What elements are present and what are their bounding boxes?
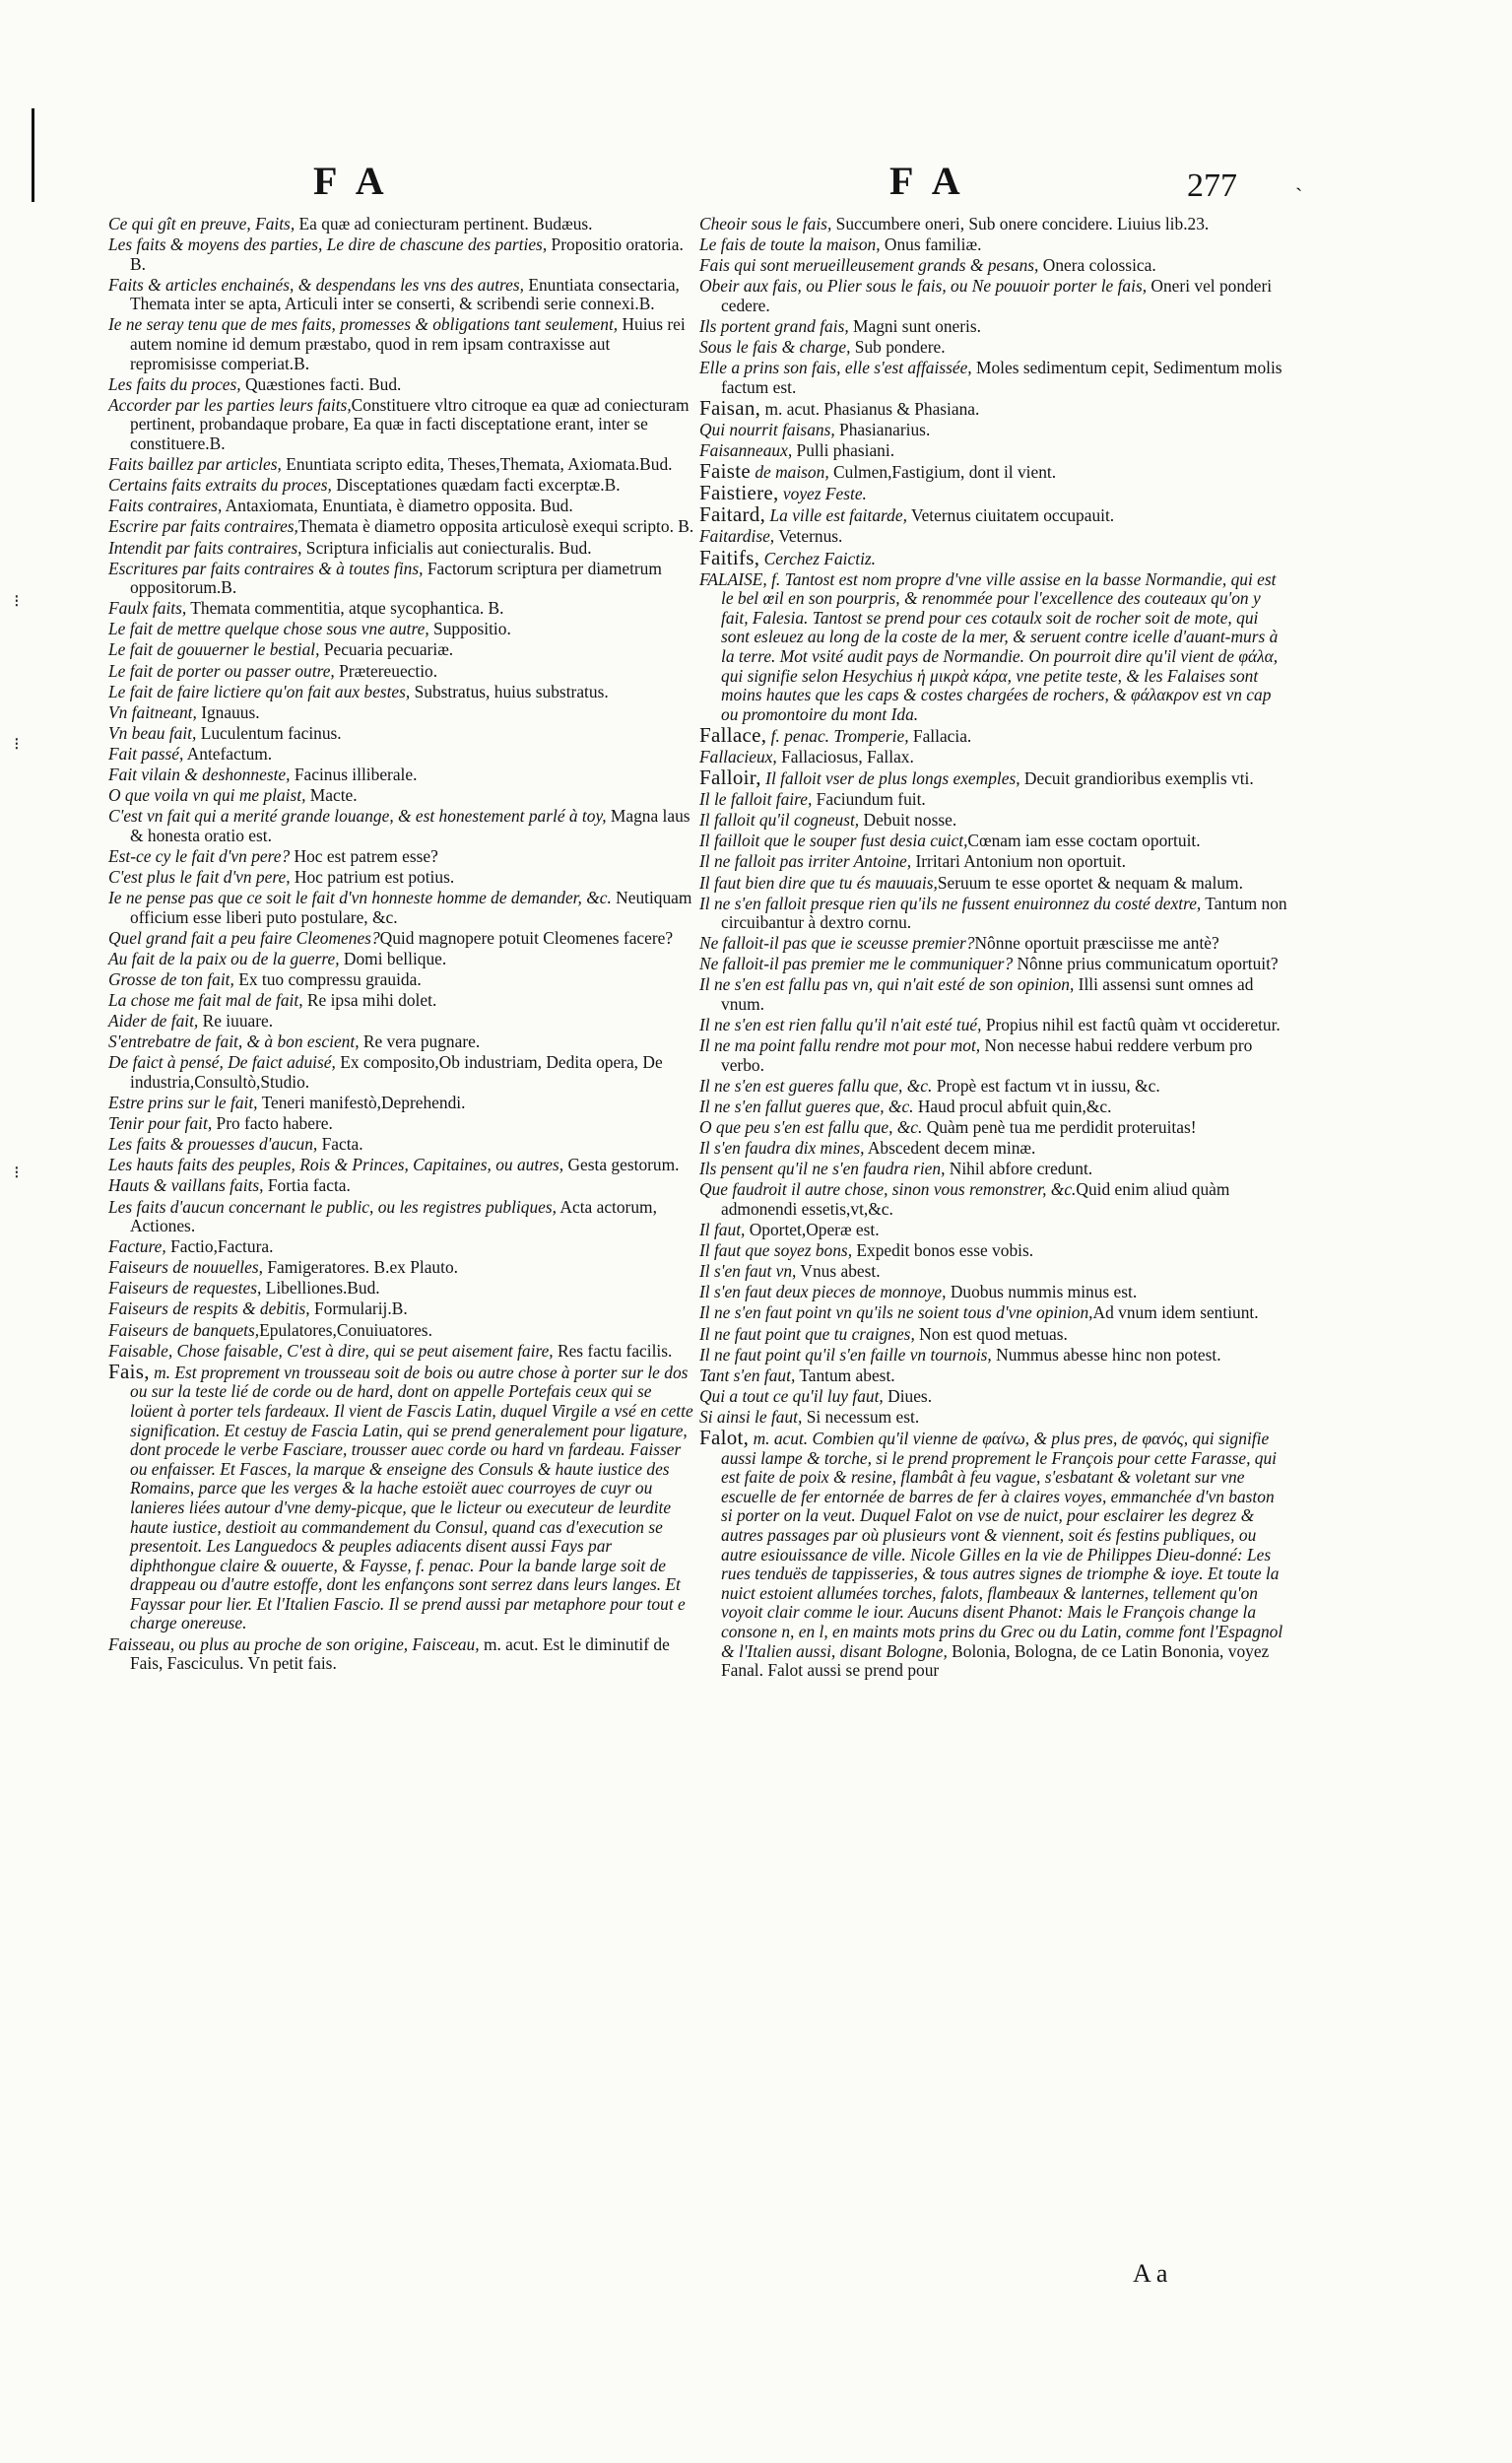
dictionary-entry — [108, 620, 697, 639]
entry-latin: Pro facto habere. — [212, 1113, 333, 1134]
right-column — [699, 215, 1288, 1682]
entry-latin: Factio,Factura. — [165, 1236, 274, 1257]
entry-latin: Pulli phasiani. — [792, 440, 895, 461]
dictionary-entry — [108, 1156, 697, 1175]
entry-french: Ils pensent qu'il ne s'en faudra rien, — [699, 1159, 946, 1179]
dictionary-entry — [108, 455, 697, 475]
dictionary-entry — [699, 1180, 1288, 1219]
entry-latin: Duobus nummis minus est. — [946, 1282, 1138, 1302]
entry-french: Aider de fait, — [108, 1011, 199, 1032]
entry-latin: Oportet,Operæ est. — [745, 1220, 880, 1240]
entry-french: Le fait de faire lictiere qu'on fait aux bestes, — [108, 681, 411, 701]
dictionary-entry — [699, 1077, 1288, 1097]
dictionary-entry — [108, 1114, 697, 1134]
dictionary-entry — [699, 1016, 1288, 1035]
entry-french: Il ne faut point que tu craignes, — [699, 1323, 915, 1344]
dictionary-entry — [108, 868, 697, 888]
entry-french: Il ne s'en est gueres fallu que, &c. — [699, 1075, 933, 1096]
right-running-head: F A — [889, 159, 966, 203]
dictionary-entry — [108, 1342, 697, 1362]
entry-latin: Quid enim aliud quàm admonendi essetis,vt,&c. — [721, 1179, 1230, 1219]
entry-french: S'entrebatre de fait, & à bon escient, — [108, 1032, 360, 1052]
entry-latin: Libelliones.Bud. — [261, 1278, 380, 1298]
entry-latin: Pecuaria pecuariæ. — [319, 639, 454, 660]
dictionary-entry — [699, 359, 1288, 397]
dictionary-entry — [108, 1012, 697, 1032]
entry-latin: Tantum abest. — [795, 1365, 895, 1385]
dictionary-entry — [699, 1426, 1288, 1681]
entry-french: Le fait de porter ou passer outre, — [108, 660, 335, 681]
dictionary-entry — [108, 1258, 697, 1278]
entry-latin: Quàm penè tua me perdidit proteruitas! — [922, 1117, 1197, 1138]
dictionary-entry — [108, 560, 697, 598]
dictionary-entry — [108, 950, 697, 969]
entry-french: m. acut. Combien qu'il vienne de φαίνω, & plus pres, de φανός, qui signifie aussi lampe & torche, si le prend proprement le François pour cette Farasse, qui est faite de poix & resine, flambât à feu vague, s'esbatant & voletant sur vne escuelle de fer entornée de barres de fer à claires voyes, emmanchée d'vn baston si porter on la veut. Duquel Falot on vse de nuict, pour esclairer les degrez & autres passages par où plusieurs vont & viennent, soit és festins publiques, ou autre esiouissance de ville. Nicole Gilles en la vie de Philippes Dieu-donné: Les rues tenduës de tappisseries, & tous autres signes de triomphe & ioye. Et toute la nuict estoient allumées torches, falots, flambeaux & lanternes, tellement qu'on voyoit clair comme le iour. Aucuns disent Phanot: Mais le François change la consone n, en l, en maints mots prins du Grec ou du Latin, comme font l'Espagnol & l'Italien aussi, disant Bologne, — [721, 1429, 1283, 1661]
entry-latin: Nônne prius communicatum oportuit? — [1013, 954, 1279, 974]
dictionary-entry — [108, 539, 697, 559]
dictionary-entry — [108, 1279, 697, 1298]
entry-latin: Quæstiones facti. Bud. — [240, 373, 402, 394]
entry-french: Ie ne pense pas que ce soit le fait d'vn honneste homme de demander, &c. — [108, 888, 612, 908]
entry-french: Il falloit vser de plus longs exemples, — [760, 768, 1020, 789]
entry-latin: Oneri vel ponderi cedere. — [721, 276, 1273, 315]
dictionary-entry — [699, 768, 1288, 789]
entry-latin: Scriptura inficialis aut coniecturalis. Bud. — [301, 537, 592, 558]
entry-latin: Ex composito,Ob industriam, Dedita opera, De industria,Consultò,Studio. — [130, 1052, 663, 1092]
margin-mark: ⁝ — [14, 591, 20, 612]
dictionary-entry — [699, 1139, 1288, 1159]
entry-latin: Re vera pugnare. — [359, 1032, 481, 1052]
dictionary-entry — [699, 955, 1288, 974]
entry-french: Ie ne seray tenu que de mes faits, promesses & obligations tant seulement, — [108, 314, 619, 335]
entry-latin: Ea quæ ad coniecturam pertinent. Budæus. — [295, 214, 593, 233]
entry-french: Il le falloit faire, — [699, 789, 813, 810]
dictionary-entry — [699, 895, 1288, 933]
entry-latin: Faciundum fuit. — [812, 789, 926, 810]
dictionary-entry — [108, 745, 697, 765]
entry-latin: Formularij.B. — [309, 1298, 408, 1319]
entry-french: Ce qui gît en preuve, Faits, — [108, 214, 296, 233]
entry-latin: Hoc patrium est potius. — [290, 867, 455, 887]
entry-latin: Facinus illiberale. — [290, 765, 418, 785]
entry-latin: Ad vnum idem sentiunt. — [1092, 1302, 1259, 1323]
entry-french: voyez Feste. — [778, 484, 867, 504]
page-number: 277 — [1187, 167, 1237, 204]
entry-latin: Factorum scriptura per diametrum oppositorum.B. — [130, 558, 662, 598]
entry-latin: Diues. — [883, 1385, 933, 1406]
dictionary-entry — [699, 1283, 1288, 1302]
dictionary-entry — [108, 235, 697, 274]
dictionary-entry — [108, 1359, 697, 1633]
entry-french: Les faits du proces, — [108, 373, 241, 394]
entry-latin: Illi assensi sunt omnes ad vnum. — [721, 974, 1254, 1015]
entry-french: Fait passé, — [108, 743, 184, 764]
entry-latin: Antefactum. — [183, 743, 273, 764]
entry-latin: Acta actorum, Actiones. — [130, 1196, 657, 1236]
entry-latin: Non est quod metuas. — [914, 1323, 1068, 1344]
entry-latin: Culmen,Fastigium, dont il vient. — [828, 462, 1057, 483]
entry-latin: Hoc est patrem esse? — [290, 845, 438, 866]
entry-latin: Huius rei autem nomine id demum præstabo, quod in rem ipsam contraxisse aut repromisisse comperiat.B. — [130, 314, 686, 373]
dictionary-entry — [699, 1346, 1288, 1365]
entry-latin: Re iuuare. — [198, 1011, 274, 1032]
entry-latin: Veternus. — [774, 526, 843, 547]
entry-latin: Vnus abest. — [796, 1261, 881, 1282]
dictionary-entry — [108, 1299, 697, 1319]
entry-french: Ils portent grand fais, — [699, 315, 849, 336]
entry-french: Il ne s'en fallut gueres que, &c. — [699, 1097, 914, 1117]
entry-latin: Cœnam iam esse coctam oportuit. — [967, 831, 1201, 851]
entry-latin: Onera colossica. — [1038, 255, 1156, 276]
entry-french: Intendit par faits contraires, — [108, 537, 302, 558]
left-running-head: F A — [313, 159, 390, 203]
entry-french: Elle a prins son fais, elle s'est affaissée, — [699, 358, 972, 378]
entry-latin: m. acut. Est le diminutif de Fais, Fasciculus. Vn petit fais. — [130, 1633, 670, 1674]
entry-latin: Debuit nosse. — [859, 810, 957, 831]
entry-headword: Faistiere, — [699, 481, 779, 505]
entry-french: Il falloit qu'il cogneust, — [699, 810, 860, 831]
entry-french: Faisanneaux, — [699, 440, 793, 461]
dictionary-entry — [699, 722, 1288, 747]
entry-latin: Fortia facta. — [263, 1175, 351, 1196]
entry-latin: Haud procul abfuit quin,&c. — [913, 1097, 1112, 1117]
catchword: A a — [1133, 2259, 1168, 2288]
dictionary-entry — [108, 215, 697, 234]
entry-french: Il ne s'en falloit presque rien qu'ils ne fussent enuironnez du costé dextre, — [699, 893, 1202, 913]
entry-french: Quel grand fait a peu faire Cleomenes? — [108, 927, 380, 948]
dictionary-entry — [699, 748, 1288, 767]
entry-french: Hauts & vaillans faits, — [108, 1175, 264, 1196]
entry-french: Faiseurs de respits & debitis, — [108, 1298, 310, 1319]
entry-french: Le fais de toute la maison, — [699, 234, 881, 255]
entry-french: Tenir pour fait, — [108, 1113, 213, 1134]
dictionary-entry — [699, 1241, 1288, 1261]
entry-french: Accorder par les parties leurs faits, — [108, 394, 352, 415]
dictionary-entry — [108, 991, 697, 1011]
dictionary-entry — [108, 497, 697, 516]
dictionary-entry — [699, 790, 1288, 810]
entry-french: Fais qui sont merueilleusement grands & pesans, — [699, 255, 1039, 276]
entry-french: Grosse de ton fait, — [108, 968, 234, 989]
entry-latin: Epulatores,Conuiuatores. — [259, 1319, 432, 1340]
entry-french: Il failloit que le souper fust desia cuict, — [699, 831, 968, 851]
margin-rule — [32, 108, 34, 202]
dictionary-entry — [699, 527, 1288, 547]
entry-french: Il ne falloit pas irriter Antoine, — [699, 851, 912, 872]
entry-latin: Propè est factum vt in iussu, &c. — [932, 1075, 1160, 1096]
dictionary-entry — [108, 517, 697, 537]
entry-headword: Faisan, — [699, 395, 761, 420]
entry-french: Faitardise, — [699, 526, 775, 547]
entry-french: Certains faits extraits du proces, — [108, 475, 332, 496]
dictionary-entry — [108, 889, 697, 927]
entry-latin: Re ipsa mihi dolet. — [302, 990, 437, 1011]
entry-latin: Antaxiomata, Enuntiata, è diametro opposita. Bud. — [222, 496, 573, 516]
dictionary-entry — [699, 277, 1288, 315]
entry-latin: Res factu facilis. — [553, 1340, 673, 1361]
dictionary-entry — [108, 1094, 697, 1113]
entry-latin: Bolonia, Bologna, de ce Latin Bononia, voyez Fanal. Falot aussi se prend pour — [721, 1640, 1270, 1681]
entry-latin: Facta. — [317, 1134, 363, 1155]
dictionary-entry — [108, 276, 697, 314]
dictionary-entry — [108, 476, 697, 496]
entry-french: Faulx faits, — [108, 598, 187, 619]
entry-french: Le fait de mettre quelque chose sous vne autre, — [108, 619, 429, 639]
entry-latin: Si necessum est. — [802, 1406, 920, 1427]
entry-french: f. penac. Tromperie, — [766, 725, 909, 746]
dictionary-entry — [699, 874, 1288, 894]
dictionary-entry — [108, 1198, 697, 1236]
entry-french: Faits contraires, — [108, 496, 223, 516]
entry-latin: Neutiquam officium esse liberi puto postulare, &c. — [130, 888, 692, 927]
entry-french: Faisseau, ou plus au proche de son origine, Faisceau, — [108, 1633, 480, 1654]
dictionary-entry — [699, 852, 1288, 872]
entry-french: Il ne s'en est fallu pas vn, qui n'ait esté de son opinion, — [699, 974, 1075, 995]
dictionary-entry — [699, 1160, 1288, 1179]
entry-french: Facture, — [108, 1236, 166, 1257]
entry-french: Faiseurs de nouuelles, — [108, 1257, 263, 1278]
dictionary-entry — [108, 662, 697, 682]
entry-latin: m. acut. Phasianus & Phasiana. — [760, 398, 980, 419]
entry-french: Ne falloit-il pas premier me le communiquer? — [699, 954, 1014, 974]
dictionary-entry — [108, 724, 697, 744]
dictionary-entry — [699, 1408, 1288, 1428]
entry-latin: Prætereuectio. — [334, 660, 438, 681]
entry-latin: Luculentum facinus. — [196, 722, 342, 743]
entry-headword: Falloir, — [699, 766, 761, 790]
entry-french: Faiseurs de banquets, — [108, 1319, 260, 1340]
entry-latin: Enuntiata scripto edita, Theses,Themata, Axiomata.Bud. — [281, 454, 673, 475]
entry-latin: Famigeratores. B.ex Plauto. — [262, 1257, 459, 1278]
dictionary-entry — [108, 375, 697, 395]
entry-french: Il s'en faudra dix mines, — [699, 1138, 865, 1159]
entry-french: Il faut que soyez bons, — [699, 1240, 853, 1261]
entry-french: Le fait de gouuerner le bestial, — [108, 639, 320, 660]
entry-french: C'est plus le fait d'vn pere, — [108, 867, 291, 887]
entry-latin: Gesta gestorum. — [563, 1155, 680, 1175]
entry-latin: Constituere vltro citroque ea quæ ad coniecturam pertinent, probandaque probare, Ea quæ in facti disceptatione erant, inter se constituere.B. — [130, 394, 690, 454]
dictionary-entry — [108, 766, 697, 785]
entry-french: Il ne ma point fallu rendre mot pour mot, — [699, 1035, 981, 1056]
entry-latin: Domi bellique. — [339, 948, 447, 968]
dictionary-entry — [699, 811, 1288, 831]
entry-latin: Abscedent decem minæ. — [864, 1138, 1036, 1159]
entry-french: Fallacieux, — [699, 746, 777, 766]
dictionary-entry — [699, 1118, 1288, 1138]
entry-latin: Themata commentitia, atque sycophantica. B. — [186, 598, 504, 619]
entry-latin: Magna laus & honesta oratio est. — [130, 806, 690, 845]
entry-french: Escritures par faits contraires & à toutes fins, — [108, 558, 424, 578]
entry-french: de maison, — [750, 462, 829, 483]
entry-french: Il s'en faut vn, — [699, 1261, 797, 1282]
entry-latin: Nihil abfore credunt. — [945, 1159, 1093, 1179]
entry-french: Vn faitneant, — [108, 701, 197, 722]
entry-french: FALAISE, f. Tantost est nom propre d'vne ville assise en la basse Normandie, qui est le bel œil en son pourpris, & renommée pour l'excellence des couteaux qu'on y fait, Falesia. Tantost se prend pour ces cotaulx soit de rocher soit de mote, qui sont esleuez au long de la coste de la mer, & seruent contre icelle d'auant-murs à la terre. Mot vsité audit pays de Normandie. On pourroit dire qu'il vient de φάλα, qui signifie selon Hesychius ἡ μικρὰ κάρα, vne petite teste, & les Falaises sont moins hautes que les caps & costes chargées de rochers, & φάλακρον est vn cap ou promontoire du mont Ida. — [699, 568, 1279, 724]
entry-french: O que peu s'en est fallu que, &c. — [699, 1117, 923, 1138]
dictionary-entry — [699, 235, 1288, 255]
dictionary-entry — [699, 1387, 1288, 1407]
dictionary-entry — [699, 1098, 1288, 1117]
dictionary-entry — [699, 317, 1288, 337]
dictionary-entry — [699, 1325, 1288, 1345]
entry-latin: Onus familiæ. — [880, 234, 982, 255]
entry-french: Fait vilain & deshonneste, — [108, 765, 291, 785]
entry-latin: Nummus abesse hinc non potest. — [991, 1344, 1221, 1365]
entry-latin: Nônne oportuit præsciisse me antè? — [974, 933, 1219, 954]
entry-french: Il s'en faut deux pieces de monnoye, — [699, 1282, 947, 1302]
entry-french: Est-ce cy le fait d'vn pere? — [108, 845, 291, 866]
entry-headword: Fais, — [108, 1359, 150, 1383]
dictionary-entry — [108, 1176, 697, 1196]
left-column — [108, 215, 697, 1675]
dictionary-entry — [108, 396, 697, 454]
entry-french: Faiseurs de requestes, — [108, 1278, 262, 1298]
entry-latin: Fallaciosus, Fallax. — [776, 746, 914, 766]
entry-french: Vn beau fait, — [108, 722, 197, 743]
dictionary-entry — [699, 1366, 1288, 1386]
entry-french: Tant s'en faut, — [699, 1365, 796, 1385]
entry-french: Si ainsi le faut, — [699, 1406, 803, 1427]
dictionary-entry — [108, 703, 697, 723]
dictionary-entry — [108, 970, 697, 990]
dictionary-entry — [108, 683, 697, 702]
entry-french: Faisable, Chose faisable, C'est à dire, qui se peut aisement faire, — [108, 1340, 554, 1361]
dictionary-entry — [699, 1262, 1288, 1282]
entry-french: Estre prins sur le fait, — [108, 1093, 258, 1113]
entry-latin: Quid magnopere potuit Cleomenes facere? — [379, 927, 674, 948]
entry-french: Les faits & prouesses d'aucun, — [108, 1134, 318, 1155]
entry-latin: Sub pondere. — [850, 337, 946, 358]
dictionary-entry — [699, 545, 1288, 569]
entry-latin: Non necesse habui reddere verbum pro verbo. — [721, 1035, 1253, 1075]
entry-french: Obeir aux fais, ou Plier sous le fais, ou Ne pouuoir porter le fais, — [699, 276, 1148, 297]
dictionary-entry — [108, 929, 697, 949]
dictionary-entry — [699, 441, 1288, 461]
entry-latin: Fallacia. — [908, 725, 972, 746]
dictionary-entry — [699, 1036, 1288, 1075]
dictionary-entry — [699, 1221, 1288, 1240]
dictionary-entry — [699, 215, 1288, 234]
entry-latin: Macte. — [305, 785, 358, 806]
entry-french: Les hauts faits des peuples, Rois & Princes, Capitaines, ou autres, — [108, 1155, 564, 1175]
dictionary-entry — [699, 1303, 1288, 1323]
entry-latin: Ignauus. — [196, 701, 260, 722]
entry-french: Il faut, — [699, 1220, 746, 1240]
entry-latin: Expedit bonos esse vobis. — [852, 1240, 1034, 1261]
entry-latin: Succumbere oneri, Sub onere concidere. Liuius lib.23. — [831, 214, 1210, 233]
dictionary-entry — [108, 599, 697, 619]
dictionary-entry — [699, 502, 1288, 527]
entry-latin: Teneri manifestò,Deprehendi. — [257, 1093, 466, 1113]
dictionary-entry — [699, 481, 1288, 505]
dictionary-entry — [699, 395, 1288, 420]
entry-latin: Suppositio. — [428, 619, 511, 639]
entry-headword: Faiste — [699, 459, 751, 484]
dictionary-entry — [108, 1635, 697, 1674]
entry-latin: Irritari Antonium non oportuit. — [911, 851, 1126, 872]
dictionary-entry — [108, 807, 697, 845]
entry-french: Cerchez Faictiz. — [759, 548, 877, 568]
entry-latin: Decuit grandioribus exemplis vti. — [1019, 768, 1254, 789]
margin-mark: ⁝ — [14, 1163, 20, 1183]
entry-french: Ne falloit-il pas que ie sceusse premier? — [699, 933, 975, 954]
entry-headword: Falot, — [699, 1426, 750, 1450]
entry-french: Qui a tout ce qu'il luy faut, — [699, 1385, 884, 1406]
entry-french: Il ne s'en est rien fallu qu'il n'ait esté tué, — [699, 1015, 982, 1035]
dictionary-entry — [699, 338, 1288, 358]
entry-latin: Substratus, huius substratus. — [410, 681, 609, 701]
dictionary-entry — [108, 1032, 697, 1052]
entry-latin: Tantum non circuibantur à dextro cornu. — [721, 893, 1287, 933]
entry-latin: Phasianarius. — [834, 419, 931, 439]
entry-french: Il faut bien dire que tu és mauuais, — [699, 872, 938, 893]
entry-latin: Disceptationes quædam facti excerptæ.B. — [331, 475, 621, 496]
entry-latin: Veternus ciuitatem occupauit. — [906, 505, 1115, 526]
dictionary-entry — [699, 459, 1288, 484]
entry-headword: Faitard, — [699, 502, 766, 527]
entry-french: Qui nourrit faisans, — [699, 419, 835, 439]
dictionary-entry — [699, 570, 1288, 725]
entry-french: Escrire par faits contraires, — [108, 516, 298, 537]
entry-french: Cheoir sous le fais, — [699, 214, 832, 233]
entry-french: Faits & articles enchainés, & despendans les vns des autres, — [108, 274, 524, 295]
entry-latin: Enuntiata consectaria, Themata inter se apta, Articuli inter se conserti, & scribendi serie connexi.B. — [130, 274, 680, 314]
dictionary-entry — [108, 315, 697, 373]
dictionary-entry — [108, 847, 697, 867]
dictionary-entry — [699, 421, 1288, 440]
entry-french: Il ne s'en faut point vn qu'ils ne soient tous d'vne opinion, — [699, 1302, 1093, 1323]
entry-french: m. Est proprement vn trousseau soit de bois ou autre chose à porter sur le dos ou sur la teste lié de corde ou de hard, dont on appelle Portefais ceux qui se loüent à porter tels fardeaux. Il vient de Fascis Latin, duquel Virgile a vsé en cette signification. Et cestuy de Fascia Latin, qui se prend generalement pour ligature, dont procede le verbe Fasciare, trousser auec corde ou hard vn fardeau. Faisser ou enfaisser. Et Fasces, la marque & enseigne des Consuls & haute iustice des Romains, parce que les verges & la hache estoiët auec courroyes de cuyr ou lanieres liées autour d'vne demy-picque, que le licteur ou executeur de leurdite haute iustice, destioit au commandement du Consul, quand cas d'execution se presentoit. Les Languedocs & peuples adiacents disent aussi Fays par diphthongue claire & ouuerte, & Faysse, f. penac. Pour la bande large soit de drappeau ou d'autre estoffe, dont les enfançons sont serrez dans leurs langes. Et Fayssar pour lier. Et l'Italien Fascio. Il se prend aussi par metaphore pour tout e charge onereuse. — [130, 1362, 693, 1633]
dictionary-entry — [699, 256, 1288, 276]
entry-french: O que voila vn qui me plaist, — [108, 785, 306, 806]
dictionary-entry — [108, 1053, 697, 1092]
entry-french: Les faits & moyens des parties, Le dire de chascune des parties, — [108, 234, 548, 255]
entry-french: Au fait de la paix ou de la guerre, — [108, 948, 340, 968]
dictionary-entry — [108, 786, 697, 806]
dictionary-entry — [108, 1321, 697, 1341]
dictionary-entry — [699, 975, 1288, 1014]
entry-latin: Seruum te esse oportet & nequam & malum. — [937, 872, 1243, 893]
entry-french: Les faits d'aucun concernant le public, ou les registres publiques, — [108, 1196, 558, 1217]
entry-french: Que faudroit il autre chose, sinon vous remonstrer, &c. — [699, 1179, 1077, 1200]
dictionary-entry — [108, 1237, 697, 1257]
entry-french: La ville est faitarde, — [765, 505, 907, 526]
entry-latin: Propositio oratoria. B. — [130, 234, 684, 274]
entry-french: Sous le fais & charge, — [699, 337, 851, 358]
entry-headword: Faitifs, — [699, 545, 760, 569]
entry-latin: Propius nihil est factû quàm vt occideretur. — [981, 1015, 1281, 1035]
entry-latin: Themata è diametro opposita articulosè exequi scripto. B. — [297, 516, 694, 537]
margin-mark: ⁝ — [14, 734, 20, 755]
dictionary-entry — [699, 934, 1288, 954]
entry-french: La chose me fait mal de fait, — [108, 990, 303, 1011]
corner-mark: ` — [1295, 183, 1303, 208]
entry-headword: Fallace, — [699, 722, 767, 747]
entry-french: Faits baillez par articles, — [108, 454, 282, 475]
dictionary-entry — [699, 832, 1288, 851]
dictionary-entry — [108, 640, 697, 660]
entry-french: De faict à pensé, De faict aduisé, — [108, 1052, 336, 1073]
entry-french: C'est vn fait qui a merité grande louange, & est honestement parlé à toy, — [108, 806, 607, 827]
entry-french: Il ne faut point qu'il s'en faille vn tournois, — [699, 1344, 992, 1365]
entry-latin: Moles sedimentum cepit, Sedimentum molis factum est. — [721, 358, 1282, 397]
entry-latin: Magni sunt oneris. — [848, 315, 981, 336]
dictionary-entry — [108, 1135, 697, 1155]
entry-latin: Ex tuo compressu grauida. — [233, 968, 422, 989]
